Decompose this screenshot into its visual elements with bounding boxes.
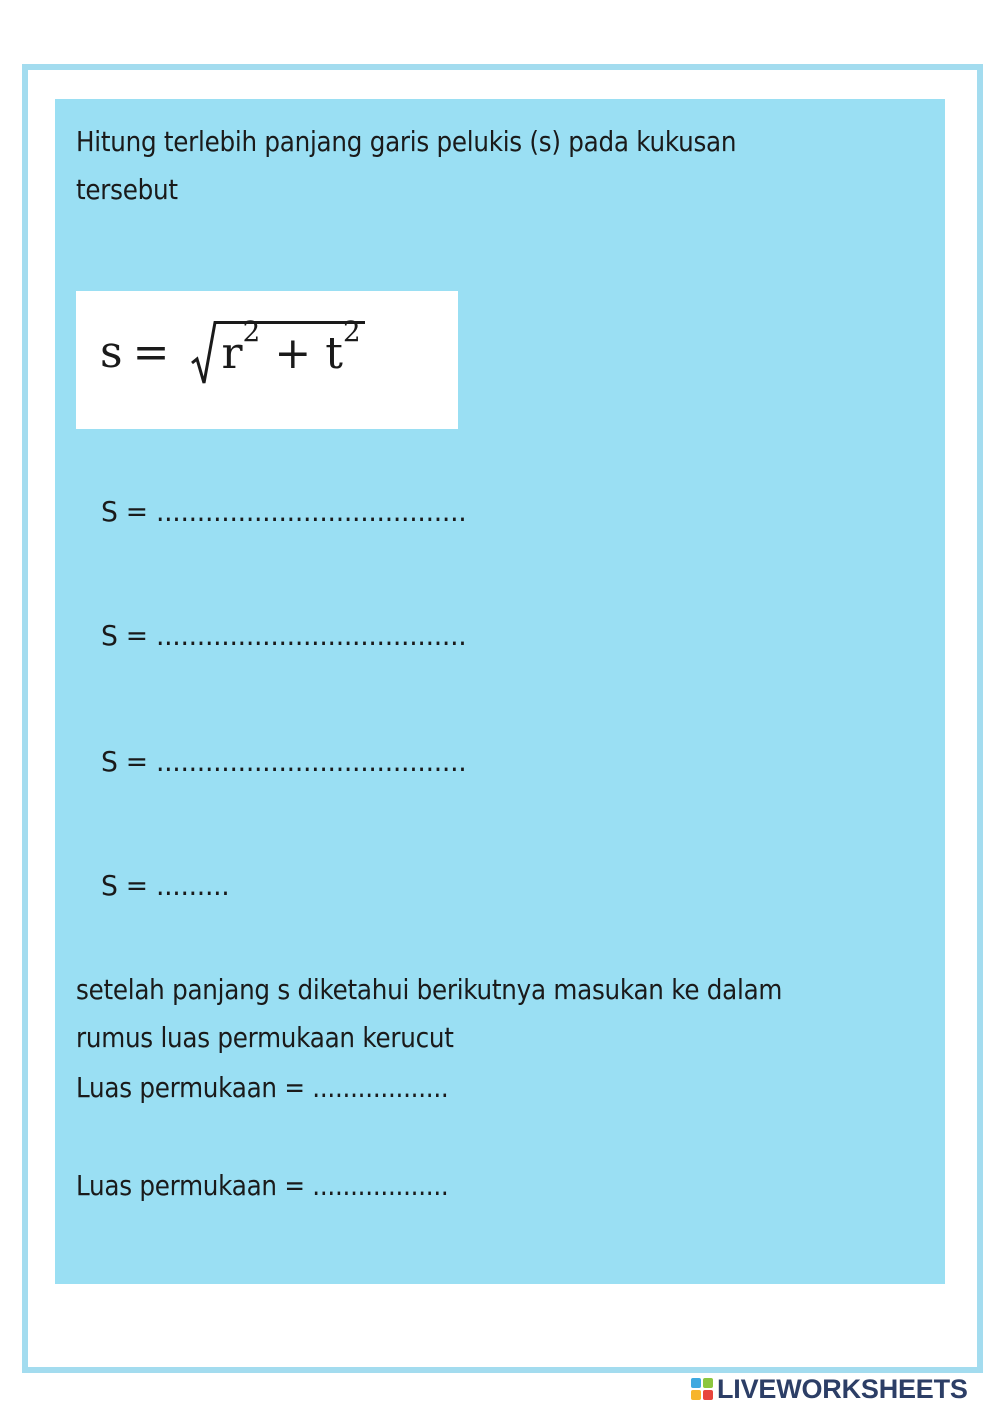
instruction-line-2: tersebut bbox=[76, 173, 178, 206]
surface-area-answer-2[interactable]: Luas permukaan = .................. bbox=[76, 1169, 449, 1202]
answer-line-2[interactable]: S = ...................................... bbox=[101, 619, 467, 652]
formula-plus: + bbox=[274, 328, 312, 379]
instruction-line-1: Hitung terlebih panjang garis pelukis (s) pada kukusan bbox=[76, 125, 737, 158]
followup-line-2: rumus luas permukaan kerucut bbox=[76, 1021, 454, 1054]
brand-name: LIVEWORKSHEETS bbox=[717, 1374, 968, 1404]
formula-t-exponent: 2 bbox=[342, 315, 361, 348]
liveworksheets-logo-icon bbox=[691, 1378, 713, 1400]
formula-t: t bbox=[325, 328, 343, 379]
answer-line-1[interactable]: S = ...................................... bbox=[101, 495, 467, 528]
formula-lhs: s bbox=[100, 327, 123, 378]
followup-line-1: setelah panjang s diketahui berikutnya masukan ke dalam bbox=[76, 973, 783, 1006]
slant-height-formula bbox=[100, 315, 365, 387]
square-root-icon bbox=[191, 321, 217, 387]
formula-radicand bbox=[217, 315, 364, 384]
formula-r: r bbox=[221, 328, 243, 379]
surface-area-answer-1[interactable]: Luas permukaan = .................. bbox=[76, 1071, 449, 1104]
formula-radical bbox=[191, 315, 364, 387]
formula-box bbox=[76, 291, 458, 429]
brand-footer bbox=[691, 1373, 968, 1405]
formula-r-exponent: 2 bbox=[242, 315, 261, 348]
formula-equals: = bbox=[132, 327, 170, 378]
answer-line-3[interactable]: S = ...................................... bbox=[101, 745, 467, 778]
answer-line-4[interactable]: S = ......... bbox=[101, 869, 230, 902]
